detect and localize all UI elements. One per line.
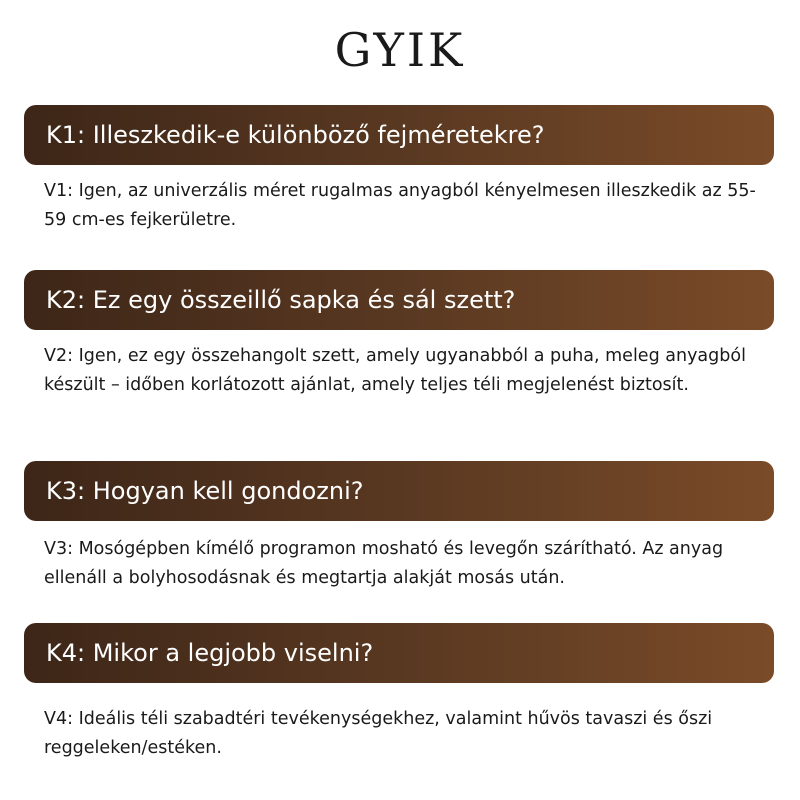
faq-answer-3: V3: Mosógépben kímélő programon mosható és levegőn szárítható. Az anyag ellenáll a bolyhosodásnak és megtartja alakját mosás után.: [44, 539, 724, 588]
faq-question-1: K1: Illeszkedik-e különböző fejméretekre?: [24, 105, 774, 165]
faq-answer-1: V1: Igen, az univerzális méret rugalmas anyagból kényelmesen illeszkedik az 55-59 cm-es fejkerületre.: [44, 181, 756, 230]
faq-answer-2: V2: Igen, ez egy összehangolt szett, amely ugyanabból a puha, meleg anyagból készült – időben korlátozott ajánlat, amely teljes téli megjelenést biztosít.: [44, 346, 746, 395]
page-title: GYIK: [334, 23, 466, 77]
faq-answer-4: V4: Ideális téli szabadtéri tevékenységekhez, valamint hűvös tavaszi és őszi reggeleken/estéken.: [44, 709, 713, 758]
faq-question-4: K4: Mikor a legjobb viselni?: [24, 623, 774, 683]
faq-question-3: K3: Hogyan kell gondozni?: [24, 461, 774, 521]
faq-question-2: K2: Ez egy összeillő sapka és sál szett?: [24, 270, 774, 330]
